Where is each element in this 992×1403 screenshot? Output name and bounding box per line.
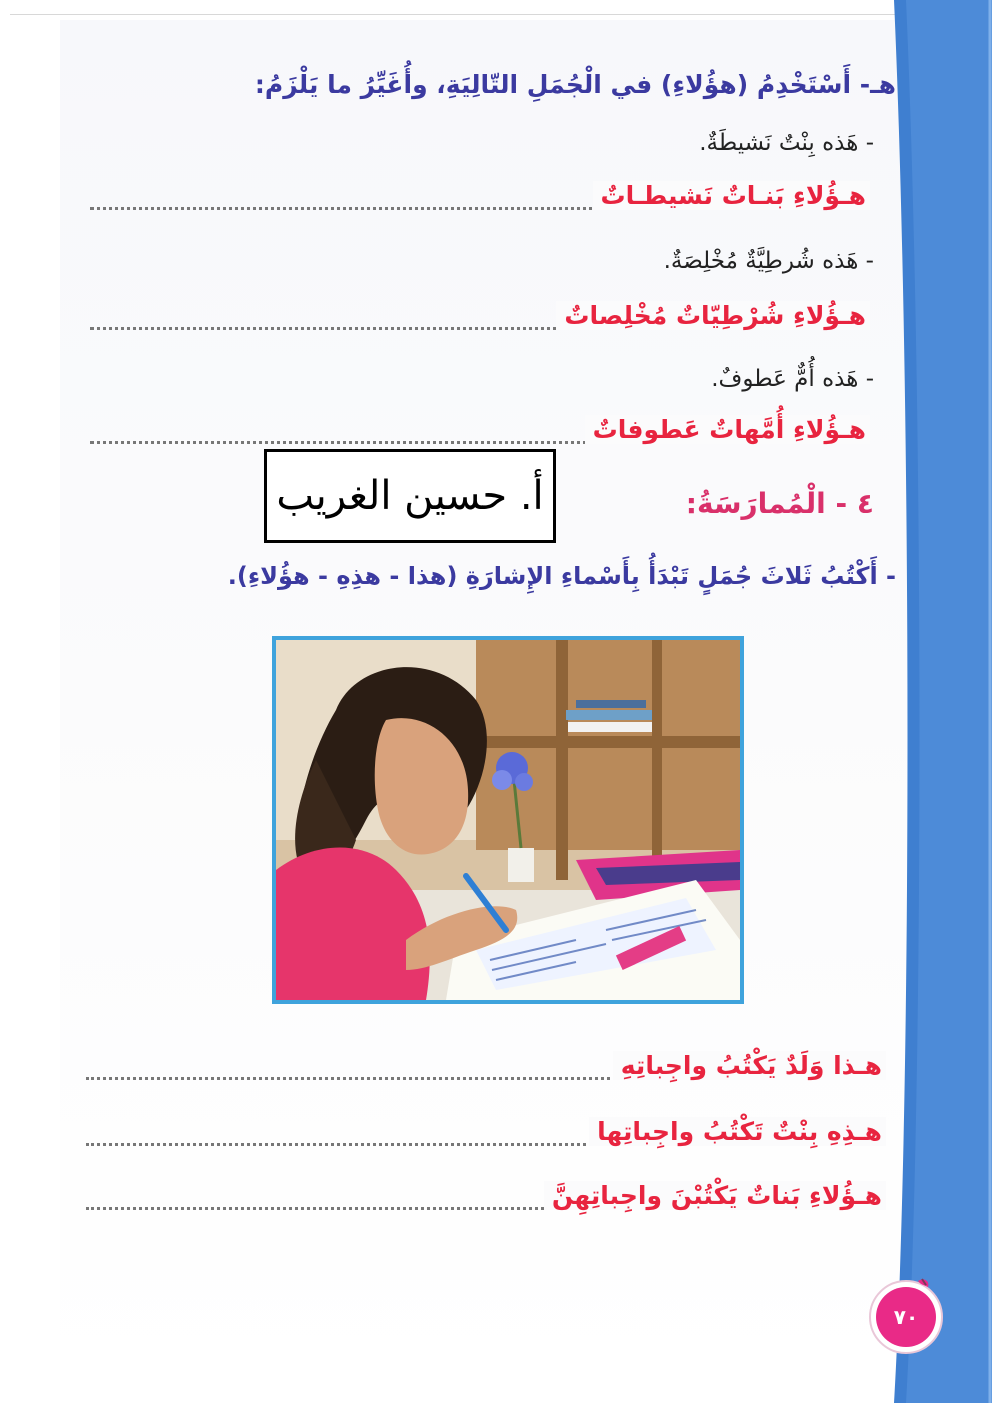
source-sentence-2: - هَذه شُرطِيَّةٌ مُخْلِصَةٌ. — [663, 248, 874, 274]
photo-illustration — [276, 640, 740, 1000]
practice-answer-3: هـؤُلاءِ بَناتٌ يَكْتُبْنَ واجِباتِهِنَّ — [544, 1181, 886, 1210]
side-strip-decoration — [872, 0, 992, 1403]
source-sentence-1: - هَذه بِنْتٌ نَشيطَةٌ. — [699, 130, 874, 156]
answer-line-1[interactable] — [90, 176, 870, 216]
teacher-name-box: أ. حسين الغريب — [264, 449, 556, 543]
practice-answer-line-2[interactable] — [86, 1112, 886, 1152]
answer-line-3[interactable] — [90, 410, 870, 450]
practice-answer-1: هـذا وَلَدٌ يَكْتُبُ واجِباتِهِ — [613, 1051, 886, 1080]
page-number-badge — [866, 1275, 946, 1355]
practice-answer-2: هـذِهِ بِنْتٌ تَكْتُبُ واجِباتِها — [589, 1117, 886, 1146]
answer-text-1: هـؤُلاءِ بَنـاتٌ نَشيطـاتٌ — [593, 181, 870, 210]
exercise-heading: هـ- أَسْتَخْدِمُ (هؤُلاءِ) في الْجُمَلِ التّالِيَةِ، وأُغَيِّرُ ما يَلْزَمُ: — [254, 70, 896, 99]
practice-section-title: ٤ - الْمُمارَسَةُ: — [685, 487, 874, 520]
answer-text-2: هـؤُلاءِ شُرْطِيّاتٌ مُخْلِصاتٌ — [556, 301, 870, 330]
practice-instruction: - أَكْتُبُ ثَلاثَ جُمَلٍ تَبْدَأُ بِأَسْماءِ الإِشارَةِ (هذا - هذِهِ - هؤُلاءِ). — [227, 562, 896, 590]
source-sentence-3: - هَذه أُمٌّ عَطوفٌ. — [711, 366, 874, 392]
girl-writing-photo — [272, 636, 744, 1004]
practice-answer-line-3[interactable] — [86, 1176, 886, 1216]
answer-text-3: هـؤُلاءِ أُمَّهاتٌ عَطوفاتٌ — [585, 415, 870, 444]
page-number: ٧٠ — [893, 1305, 919, 1329]
practice-answer-line-1[interactable] — [86, 1046, 886, 1086]
answer-line-2[interactable] — [90, 296, 870, 336]
